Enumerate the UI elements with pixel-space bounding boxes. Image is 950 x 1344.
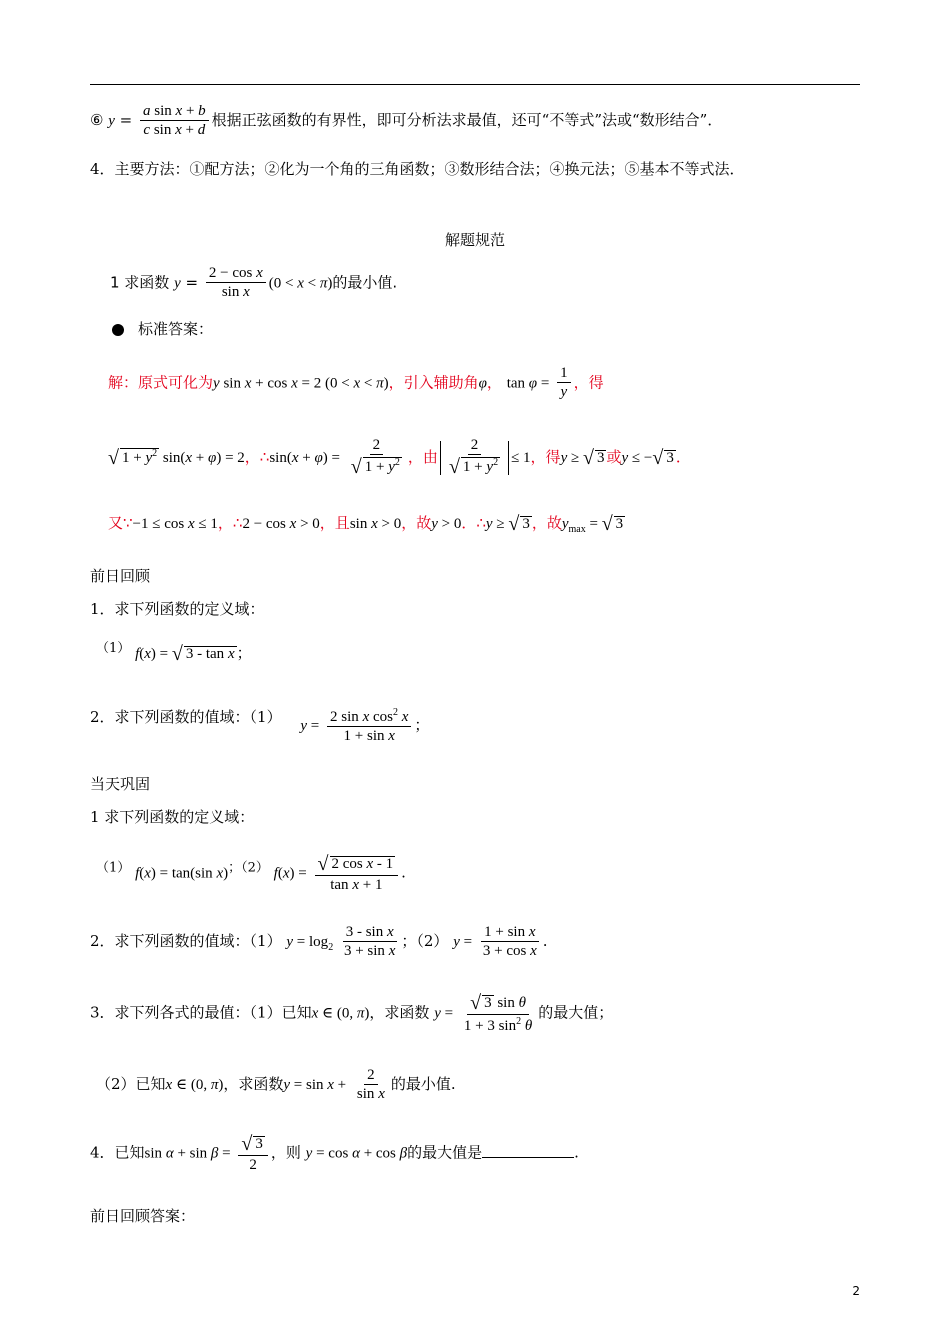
today-q1: 1 求下列函数的定义域：	[90, 808, 255, 826]
problem-1: 1 求函数 y = $\frac{\text{2 − cos x}}{\text{sin x}}$ (0 < x < π)的最小值.	[110, 265, 398, 300]
solution-line-2: √ $1 + y^2$ sin(x + φ) = 2，∴sin(x + φ) = $\frac{2}{√ 1 + y^2}$ ，由 $\frac{2}{√ 1 + y^2}$ ≤ 1，得y ≥ √ 3 或y ≤ −√ 3 ．	[108, 437, 691, 478]
today-q4: 4．已知sin α + sin β = $\frac{√ 3}{2}$ ，则 y = cos α + cos β的最大值是 .	[90, 1133, 579, 1173]
today-q3-2: （2）已知x ∈ (0, π)，求函数y = sin x + $\frac{2}{\text{sin x}}$ 的最小值.	[96, 1067, 456, 1102]
solution-line-3: 又∵−1 ≤ cos x ≤ 1，∴2 − cos x > 0，且sin x > 0，故y > 0．∴y ≥ √ 3 ，故$y_{max}$ = √ 3	[108, 513, 624, 535]
answer-blank[interactable]	[482, 1145, 574, 1158]
prev-review-heading: 前日回顾	[90, 567, 151, 585]
prev-q2: 2．求下列函数的值域：（1） y = $\frac{2 \sin x \cos^2 x}{\text{1 + sin x}}$ ；	[90, 707, 430, 744]
bullet-icon	[112, 324, 124, 336]
prev-q1: 1．求下列函数的定义域：	[90, 600, 265, 618]
item-6: ⑥ y = $\frac{\text{a sin x + b}}{\text{c sin x + d}}$ 根据正弦函数的有界性，即可分析法求最值，还可“不等式”法或“数形结合”．	[90, 103, 723, 138]
solution-line-1: 解：原式可化为y sin x + cos x = 2 (0 < x < π)，引入辅助角φ， tan φ = $\frac{1}{y}$ ，得	[108, 365, 604, 400]
today-q1-parts: （1） f(x) = tan(sin x)；（2） f(x) = $\frac{\text{√ 2 cos x - 1}}{\text{tan x + 1}}$ .	[96, 853, 406, 893]
item-4-methods: 4．主要方法：①配方法；②化为一个角的三角函数；③数形结合法；④换元法；⑤基本不等式法．	[90, 160, 745, 178]
prev-q1-1: （1） f(x) = √ 3 - tan x ；	[96, 641, 252, 665]
standard-answer: 标准答案：	[112, 322, 213, 337]
formula-y-eq: y	[108, 113, 115, 129]
page-number: 2	[852, 1284, 860, 1298]
header-rule	[90, 84, 860, 85]
formula-fraction-asin: $\frac{\text{a sin x + b}}{\text{c sin x + d}}$	[140, 104, 209, 138]
today-q3-1: 3．求下列各式的最值：（1）已知x ∈ (0, π)，求函数 y = $\frac{\text{√ 3 sin θ}}{1 + 3 \sin^2 \theta}$ 的最大值；	[90, 992, 614, 1034]
prev-answers-heading: 前日回顾答案：	[90, 1207, 196, 1225]
problem-1-fraction: $\frac{\text{2 − cos x}}{\text{sin x}}$	[206, 266, 266, 300]
today-q2: 2．求下列函数的值域：（1） $y = \log_2$ $\frac{\text{3 - sin x}}{\text{3 + sin x}}$ ；（2） y = $\frac{\text{1 + sin x}}{\text{3 + cos x}}$ .	[90, 924, 548, 959]
today-heading: 当天巩固	[90, 775, 151, 793]
section-title: 解题规范	[444, 231, 505, 249]
